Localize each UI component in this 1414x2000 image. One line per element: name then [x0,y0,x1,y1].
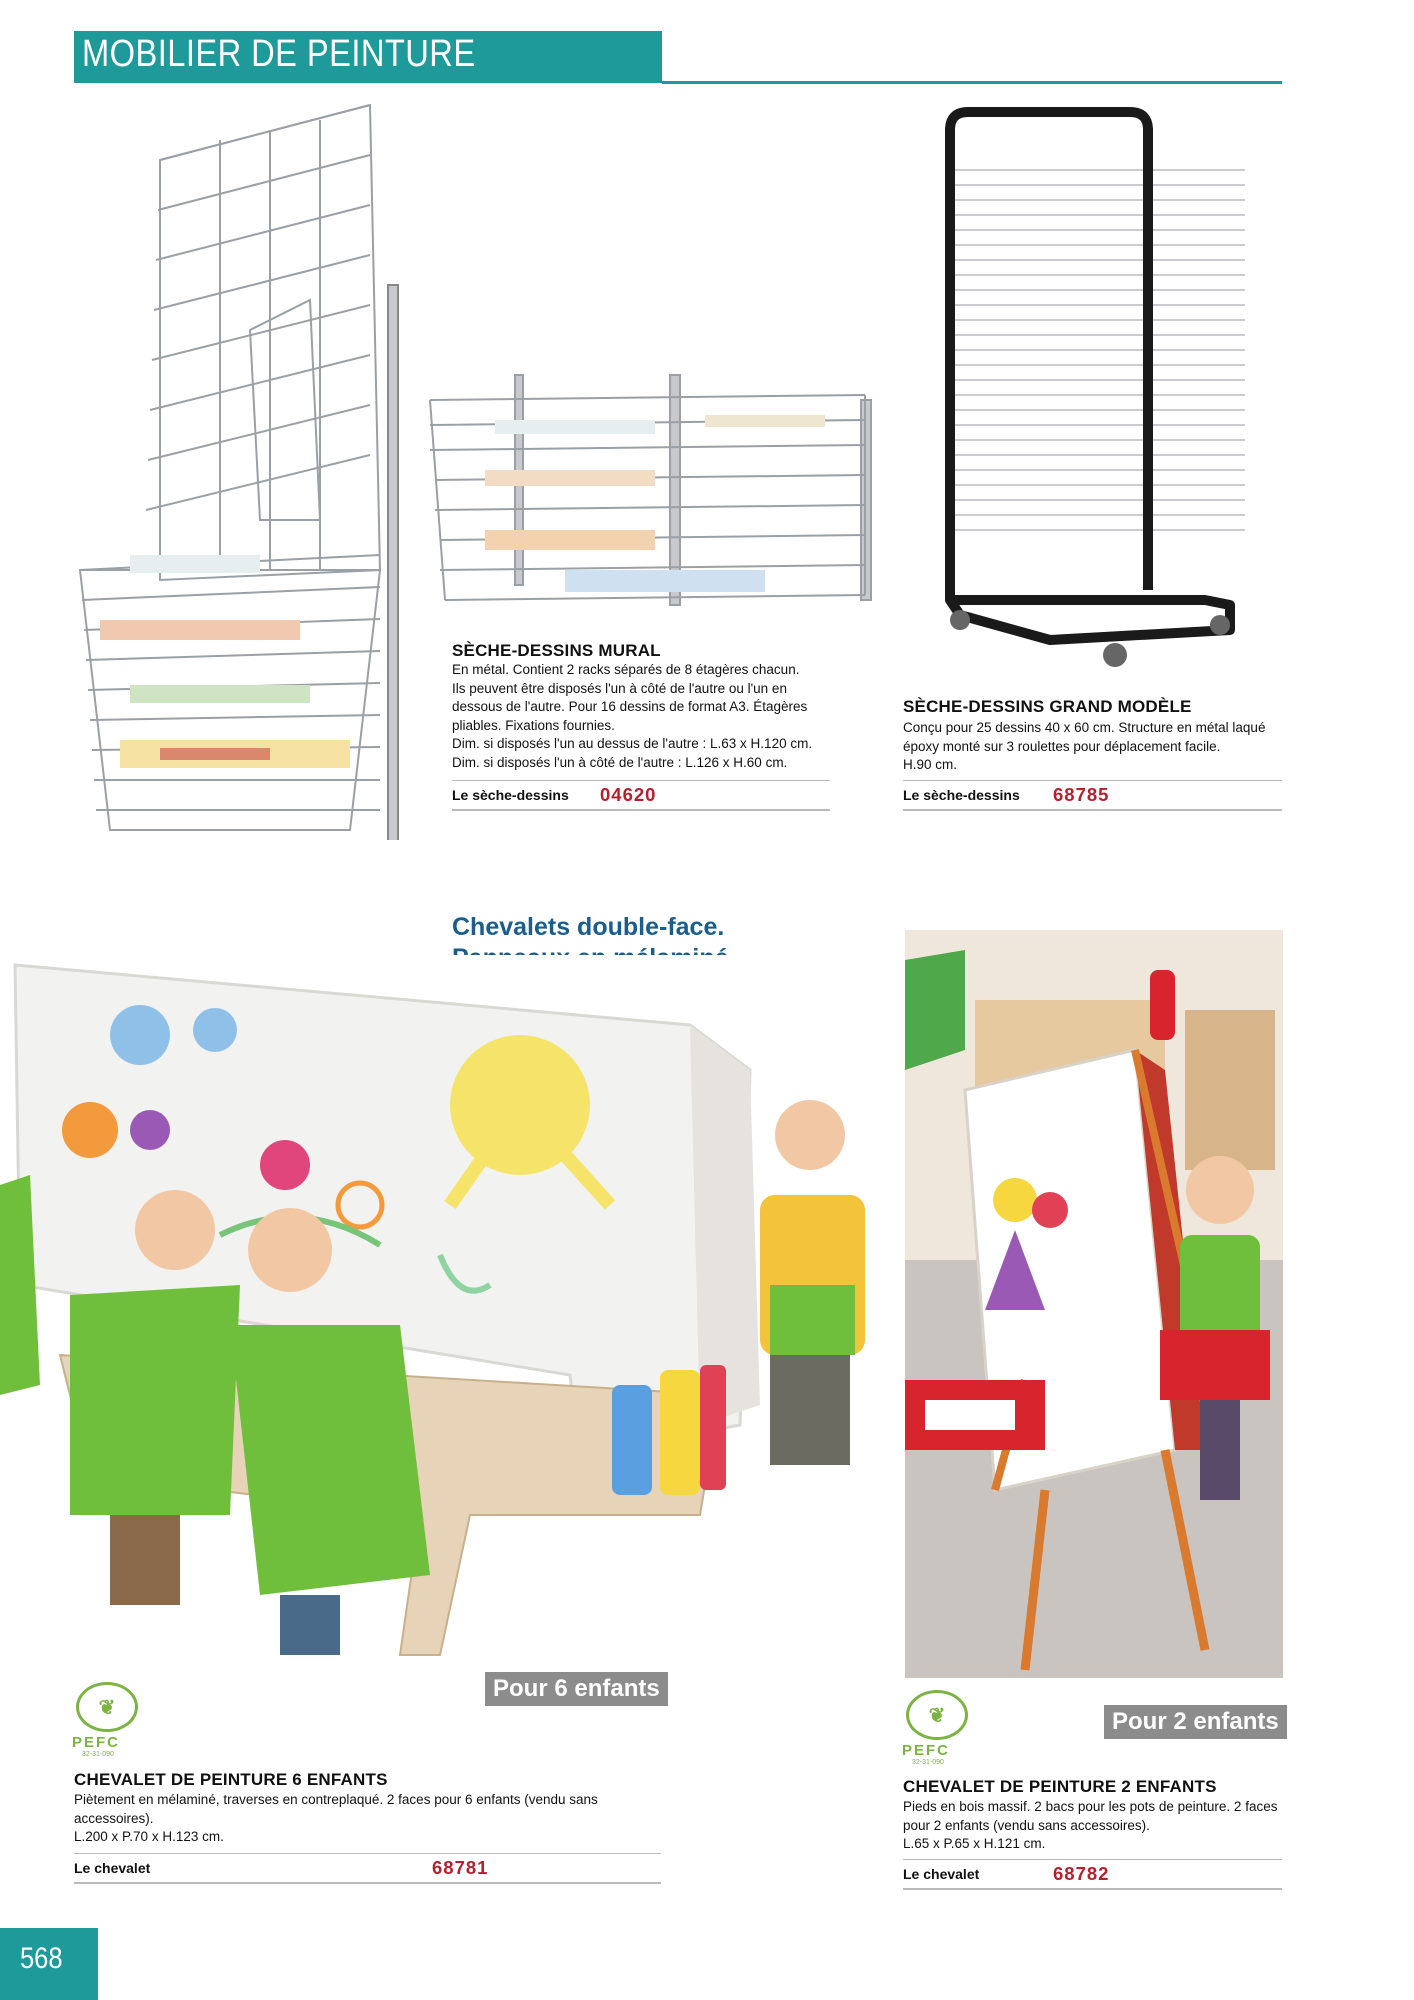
pefc-logo [902,1690,972,1766]
pefc-tree-icon: ❦ [906,1690,968,1740]
desc-line: pour 2 enfants (vendu sans accessoires). [903,1817,1150,1833]
product-desc-wall-rack [452,661,832,772]
product-title-large-rack: SÈCHE-DESSINS GRAND MODÈLE [903,697,1192,716]
capacity-badge-6: Pour 6 enfants [485,1672,668,1706]
page-number: 568 [20,1942,63,1975]
header-rule [662,81,1282,84]
reference-row [74,1853,661,1884]
pefc-logo [72,1682,142,1758]
desc-line: En métal. Contient 2 racks séparés de 8 étagères chacun. [452,662,800,677]
page-title: MOBILIER DE PEINTURE [82,33,476,75]
desc-line: Dim. si disposés l'un à côté de l'autre : L.126 x H.60 cm. [452,754,788,770]
small-drying-rack-image [425,370,880,640]
wall-drying-rack-image [70,100,440,840]
desc-line: époxy monté sur 3 roulettes pour déplacement facile. [903,738,1221,754]
desc-line: pliables. Fixations fournies. [452,717,615,733]
product-title-easel-6: CHEVALET DE PEINTURE 6 ENFANTS [74,1770,388,1789]
large-drying-rack-image [930,100,1270,685]
pefc-label: PEFC [902,1742,951,1759]
ref-label: Le sèche-dessins [452,787,569,803]
ref-code: 68782 [1053,1863,1110,1884]
reference-row [903,1859,1282,1890]
product-desc-easel-2 [903,1798,1283,1854]
tagline-line: Chevalets double-face. [452,913,725,941]
desc-line: Dim. si disposés l'un au dessus de l'autre : L.63 x H.120 cm. [452,736,813,751]
pefc-number: 32-31-090 [82,1751,114,1758]
ref-code: 68781 [432,1857,489,1878]
desc-line: Conçu pour 25 dessins 40 x 60 cm. Structure en métal laqué [903,720,1266,735]
desc-line: H.90 cm. [903,757,958,772]
desc-line: dessous de l'autre. Pour 16 dessins de format A3. Étagères [452,699,808,714]
reference-row [903,780,1282,811]
desc-line: L.200 x P.70 x H.123 cm. [74,1829,224,1844]
desc-line: Piètement en mélaminé, traverses en contreplaqué. 2 faces pour 6 enfants (vendu sans [74,1792,598,1807]
reference-row [452,780,830,811]
product-desc-easel-6 [74,1791,664,1847]
easel-2-children-photo [905,930,1283,1678]
capacity-badge-2: Pour 2 enfants [1104,1705,1287,1739]
desc-line: Ils peuvent être disposés l'un à côté de l'autre ou l'un en [452,680,787,696]
desc-line: accessoires). [74,1810,154,1826]
product-title-wall-rack: SÈCHE-DESSINS MURAL [452,641,661,660]
desc-line: Pieds en bois massif. 2 bacs pour les pots de peinture. 2 faces [903,1799,1278,1814]
easel-6-children-photo [0,955,890,1715]
pefc-label: PEFC [72,1734,121,1751]
ref-code: 68785 [1053,784,1110,805]
pefc-tree-icon: ❦ [76,1682,138,1732]
product-desc-large-rack [903,719,1283,775]
pefc-number: 32-31-090 [912,1759,944,1766]
ref-label: Le chevalet [74,1860,151,1876]
ref-code: 04620 [600,784,657,805]
ref-label: Le chevalet [903,1866,980,1882]
product-title-easel-2: CHEVALET DE PEINTURE 2 ENFANTS [903,1777,1217,1796]
ref-label: Le sèche-dessins [903,787,1020,803]
desc-line: L.65 x P.65 x H.121 cm. [903,1836,1046,1851]
